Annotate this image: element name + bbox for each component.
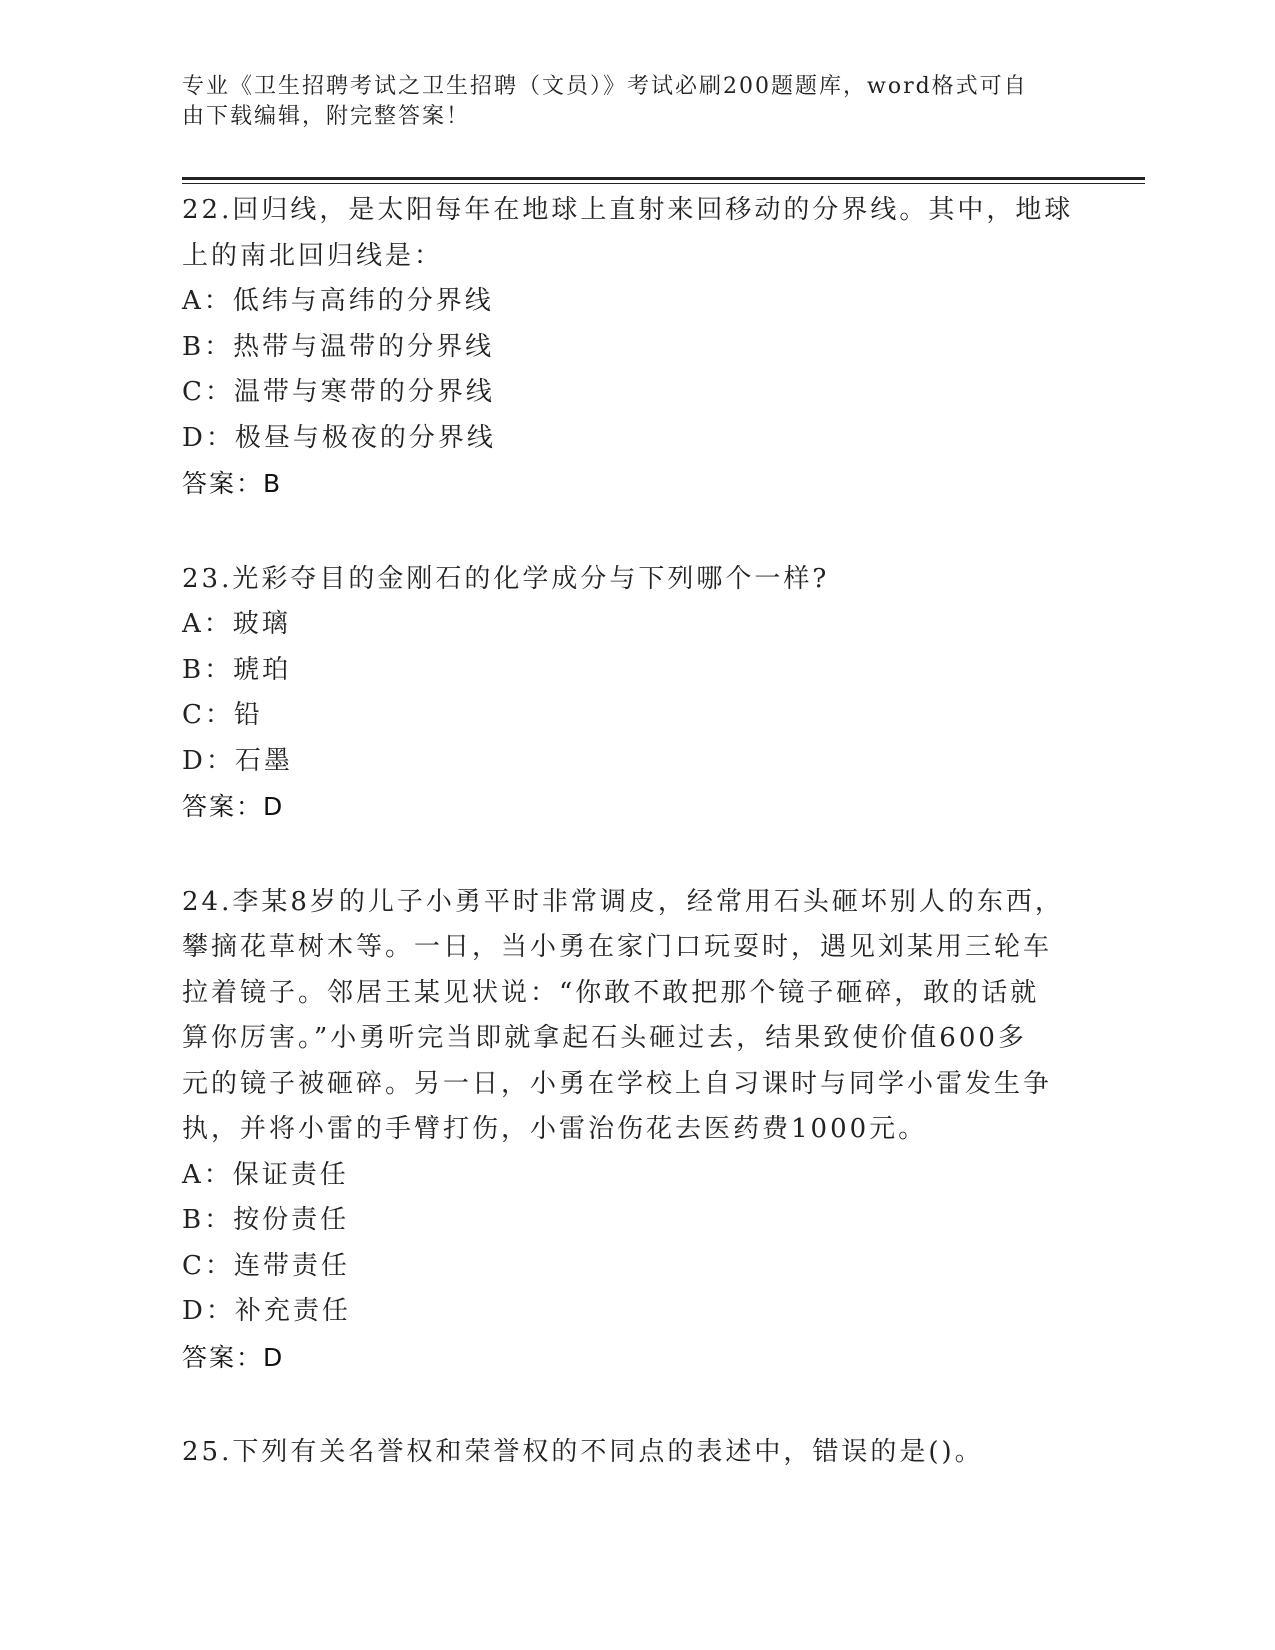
option-c: C：温带与寒带的分界线 [182,377,495,407]
option-a: A：玻璃 [182,609,291,639]
question-list [182,188,1082,1526]
question-text-line: 算你厉害。”小勇听完当即就拿起石头砸过去，结果致使价值600多 [182,1023,1027,1053]
question-text-line: 上的南北回归线是： [182,240,444,271]
answer-label: 答案：B [182,469,283,498]
header-line-2: 由下载编辑，附完整答案！ [182,104,471,129]
option-d: D：补充责任 [182,1296,351,1326]
question-text-line: 23.光彩夺目的金刚石的化学成分与下列哪个一样? [182,563,830,594]
document-header [182,72,1062,132]
question-25 [182,1430,1082,1476]
header-line-1: 专业《卫生招聘考试之卫生招聘（文员）》考试必刷200题题库，word格式可自 [182,74,1028,99]
question-text-line: 25.下列有关名誉权和荣誉权的不同点的表述中，错误的是()。 [182,1437,984,1467]
question-text-line: 24.李某8岁的儿子小勇平时非常调皮，经常用石头砸坏别人的东西， [182,886,1064,917]
question-text-line: 元的镜子被砸碎。另一日，小勇在学校上自习课时与同学小雷发生争 [182,1068,1053,1099]
answer-label: 答案：D [182,792,285,821]
question-text-line: 攀摘花草树木等。一日，当小勇在家门口玩耍时，遇见刘某用三轮车 [182,932,1053,962]
option-a: A：低纬与高纬的分界线 [182,286,494,316]
question-24 [182,880,1082,1381]
question-text-line: 执，并将小雷的手臂打伤，小雷治伤花去医药费1000元。 [182,1114,928,1144]
question-text-line: 22.回归线，是太阳每年在地球上直射来回移动的分界线。其中，地球 [182,195,1074,225]
header-divider-thick [182,177,1145,180]
option-c: C：连带责任 [182,1250,350,1281]
option-d: D：石墨 [182,745,293,776]
option-d: D：极昼与极夜的分界线 [182,422,496,453]
header-divider-thin [182,183,1145,184]
option-b: B：琥珀 [182,654,292,685]
question-text-line: 拉着镜子。邻居王某见状说：“你敢不敢把那个镜子砸碎，敢的话就 [182,977,1040,1008]
option-a: A：保证责任 [182,1159,349,1190]
answer-label: 答案：D [182,1342,285,1372]
question-23 [182,557,1082,830]
option-b: B：热带与温带的分界线 [182,331,495,362]
option-b: B：按份责任 [182,1205,350,1235]
question-22 [182,188,1082,507]
option-c: C：铅 [182,700,263,730]
